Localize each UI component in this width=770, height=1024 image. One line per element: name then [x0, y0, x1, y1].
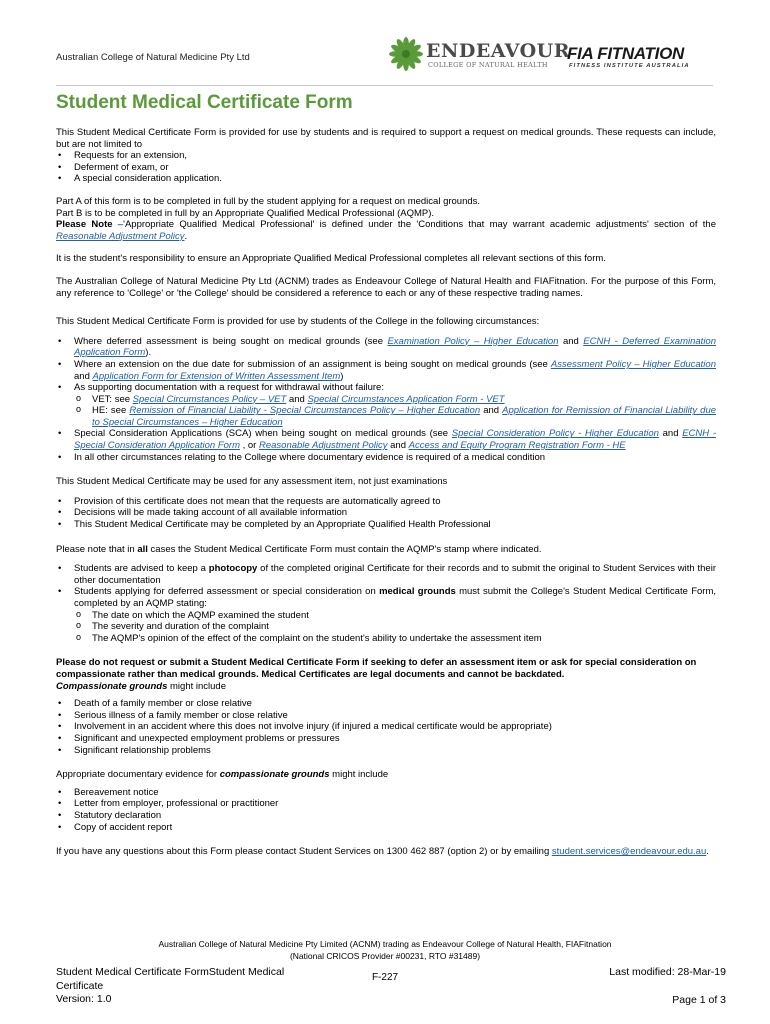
footer-legal-line: Australian College of Natural Medicine Pty Limited (ACNM) trading as Endeavour College of Natural Health, FIAFitnation	[158, 939, 612, 949]
reasonable-adjustment-link[interactable]: Reasonable Adjustment Policy	[56, 230, 185, 242]
list-item: • Death of a family member or close relative	[56, 698, 716, 710]
list-item: o The date on which the AQMP examined the student	[74, 610, 716, 622]
examination-policy-link[interactable]: Examination Policy – Higher Education	[387, 335, 559, 347]
fia-sub: FITNESS INSTITUTE AUSTRALIA	[569, 63, 690, 69]
aqmp-statement-sublist	[74, 610, 716, 645]
stamp-note: Please note that in all cases the Student Medical Certificate Form must contain the AQMP's stamp where indicated.	[56, 543, 542, 555]
circumstances-list	[56, 336, 716, 464]
org-name: Australian College of Natural Medicine Pty Ltd	[56, 52, 250, 63]
backdating-warning: Please do not request or submit a Student Medical Certificate Form if seeking to defer an assessment item or ask for special consideration on compassionate rather than medical grounds. Medical Certificates are legal documents and cannot be backdated.	[56, 657, 697, 680]
list-item: • Students are advised to keep a photocopy of the completed original Certificate for their records and to submit the original to Student Services with their other documentation	[56, 563, 716, 586]
responsibility-text: It is the student's responsibility to ensure an Appropriate Qualified Medical Professional completes all relevant sections of this form.	[56, 253, 606, 265]
footer-cricos-line: (National CRICOS Provider #00231, RTO #31489)	[289, 951, 481, 961]
part-a-text: Part A of this form is to be completed in full by the student applying for a request on medical grounds.	[56, 195, 481, 207]
deferred-exam-form-link[interactable]: ECNH - Deferred Examination Application Form	[74, 335, 717, 359]
assessment-policy-link[interactable]: Assessment Policy – Higher Education	[550, 358, 716, 370]
list-item: • Statutory declaration	[56, 810, 716, 822]
list-item: • Involvement in an accident where this does not involve injury (if injured a medical certificate would be appropriate)	[56, 721, 716, 733]
list-item: • Significant and unexpected employment problems or pressures	[56, 733, 716, 745]
list-item: • As supporting documentation with a request for withdrawal without failure: o VET: see Special Circumstances Policy – VET and Special Circumstances Application Form - VET o HE: see Remission of Financial Liability - Special Circumstances Policy – Higher Education and Application for Remission of Financial Liability due to Special Circumstances – Higher Education	[56, 382, 716, 428]
request-type-list	[56, 150, 716, 185]
stamp-list	[56, 563, 716, 644]
page-title: Student Medical Certificate Form	[56, 92, 353, 113]
list-item: • Special Consideration Applications (SCA) when being sought on medical grounds (see Special Consideration Policy - Higher Education and ECNH - Special Consideration Application Form , or Reasonable Adjustment Policy and Access and Equity Program Registration Form - HE	[56, 428, 716, 451]
list-item: • In all other circumstances relating to the College where documentary evidence is required of a medical condition	[56, 452, 716, 464]
footer-doc-info	[56, 966, 286, 1007]
fia-logo	[567, 44, 717, 74]
footer-page-number: Page 1 of 3	[672, 993, 726, 1006]
list-item: • Provision of this certificate does not mean that the requests are automatically agreed to	[56, 496, 716, 508]
trading-name-text: The Australian College of Natural Medicine Pty Ltd (ACNM) trades as Endeavour College of Natural Health and FIAFitnation. For the purpose of this Form, any reference to 'College' or 'the College' should be considered a reference to each or any of these respective trading names.	[56, 275, 716, 299]
student-services-email-link[interactable]: student.services@endeavour.edu.au	[551, 846, 707, 858]
list-item: • Copy of accident report	[56, 822, 716, 834]
note-text: –'Appropriate Qualified Medical Professional' is defined under the 'Conditions that may warrant academic adjustments' section of the	[112, 219, 716, 231]
footer-version: Version: 1.0	[56, 993, 112, 1005]
list-item: o HE: see Remission of Financial Liability - Special Circumstances Policy – Higher Education and Application for Remission of Financial Liability due to Special Circumstances – Higher Education	[74, 405, 716, 428]
list-item: • This Student Medical Certificate may be completed by an Appropriate Qualified Health Professional	[56, 519, 716, 531]
please-note: Please Note –'Appropriate Qualified Medical Professional' is defined under the 'Conditions that may warrant academic adjustments' section of the Reasonable Adjustment Policy.	[56, 219, 716, 242]
reasonable-adjustment-policy-link[interactable]: Reasonable Adjustment Policy	[259, 440, 388, 452]
leaf-wreath-icon	[388, 36, 424, 72]
note-label: Please Note	[56, 219, 113, 231]
compassionate-list	[56, 698, 716, 756]
list-item: • Where an extension on the due date for submission of an assignment is being sought on medical grounds (see Assessment Policy – Higher Education and Application Form for Extension of Written Assessment Item)	[56, 359, 716, 382]
contact-text: If you have any questions about this Form please contact Student Services on 1300 462 887 (option 2) or by emailing student.services@endeavour.edu.au.	[56, 846, 709, 858]
intro-paragraph: This Student Medical Certificate Form is provided for use by students and is required to support a request on medical grounds. These requests can include, but are not limited to	[56, 127, 716, 150]
special-consideration-form-link[interactable]: ECNH - Special Consideration Application Form	[74, 428, 716, 452]
usage-list	[56, 496, 716, 531]
list-item: o The AQMP's opinion of the effect of the complaint on the student's ability to undertake the assessment item	[74, 633, 716, 645]
remission-application-link[interactable]: Application for Remission of Financial Liability due to Special Circumstances – Higher Education	[92, 405, 717, 428]
list-item: • Decisions will be made taking account of all available information	[56, 507, 716, 519]
list-item: • Bereavement notice	[56, 787, 716, 799]
endeavour-sub: COLLEGE OF NATURAL HEALTH	[428, 61, 548, 69]
list-item: • Significant relationship problems	[56, 745, 716, 757]
fia-brand: FIA FITNATION	[567, 44, 684, 63]
list-item: • Requests for an extension,	[56, 150, 716, 162]
list-item: o The severity and duration of the complaint	[74, 621, 716, 633]
list-item: • Letter from employer, professional or practitioner	[56, 798, 716, 810]
footer-doc-title: Student Medical Certificate FormStudent Medical Certificate	[56, 966, 285, 992]
circumstances-lead: This Student Medical Certificate Form is provided for use by students of the College in the following circumstances:	[56, 316, 540, 328]
special-circumstances-vet-link[interactable]: Special Circumstances Policy – VET	[132, 393, 287, 405]
evidence-list	[56, 787, 716, 833]
extension-form-link[interactable]: Application Form for Extension of Written Assessment Item	[92, 370, 341, 382]
special-consideration-policy-link[interactable]: Special Consideration Policy - Higher Education	[451, 428, 659, 440]
list-item: • Where deferred assessment is being sought on medical grounds (see Examination Policy – Higher Education and ECNH - Deferred Examination Application Form).	[56, 336, 716, 359]
list-item: o VET: see Special Circumstances Policy – VET and Special Circumstances Application Form - VET	[74, 394, 716, 406]
header-divider	[56, 85, 713, 86]
compassionate-lead: Compassionate grounds might include	[56, 680, 226, 692]
footer-form-code: F-227	[371, 972, 399, 983]
list-item: • Students applying for deferred assessment or special consideration on medical grounds must submit the College's Student Medical Certificate Form, completed by an AQMP stating: o The date on which the AQMP examined the student o The severity and duration of the complaint o The AQMP's opinion of the effect of the complaint on the student's ability to undertake the assessment item	[56, 586, 716, 644]
usage-lead: This Student Medical Certificate may be used for any assessment item, not just examinations	[56, 476, 448, 488]
endeavour-brand: ENDEAVOUR	[426, 40, 570, 62]
footer-page-info	[609, 966, 726, 1007]
endeavour-logo	[388, 36, 570, 74]
form-instructions	[56, 127, 716, 858]
list-item: • Deferment of exam, or	[56, 162, 716, 174]
remission-policy-link[interactable]: Remission of Financial Liability - Special Circumstances Policy – Higher Education	[129, 405, 481, 417]
footer-last-modified: Last modified: 28-Mar-19	[609, 966, 726, 978]
list-item: • A special consideration application.	[56, 173, 716, 185]
list-item: • Serious illness of a family member or close relative	[56, 710, 716, 722]
withdrawal-sublist	[74, 394, 716, 429]
part-b-text: Part B is to be completed in full by an Appropriate Qualified Medical Professional (AQMP).	[56, 207, 435, 219]
evidence-lead: Appropriate documentary evidence for compassionate grounds might include	[56, 769, 389, 781]
access-equity-form-link[interactable]: Access and Equity Program Registration Form - HE	[408, 440, 626, 452]
special-circumstances-form-vet-link[interactable]: Special Circumstances Application Form - VET	[307, 393, 505, 405]
